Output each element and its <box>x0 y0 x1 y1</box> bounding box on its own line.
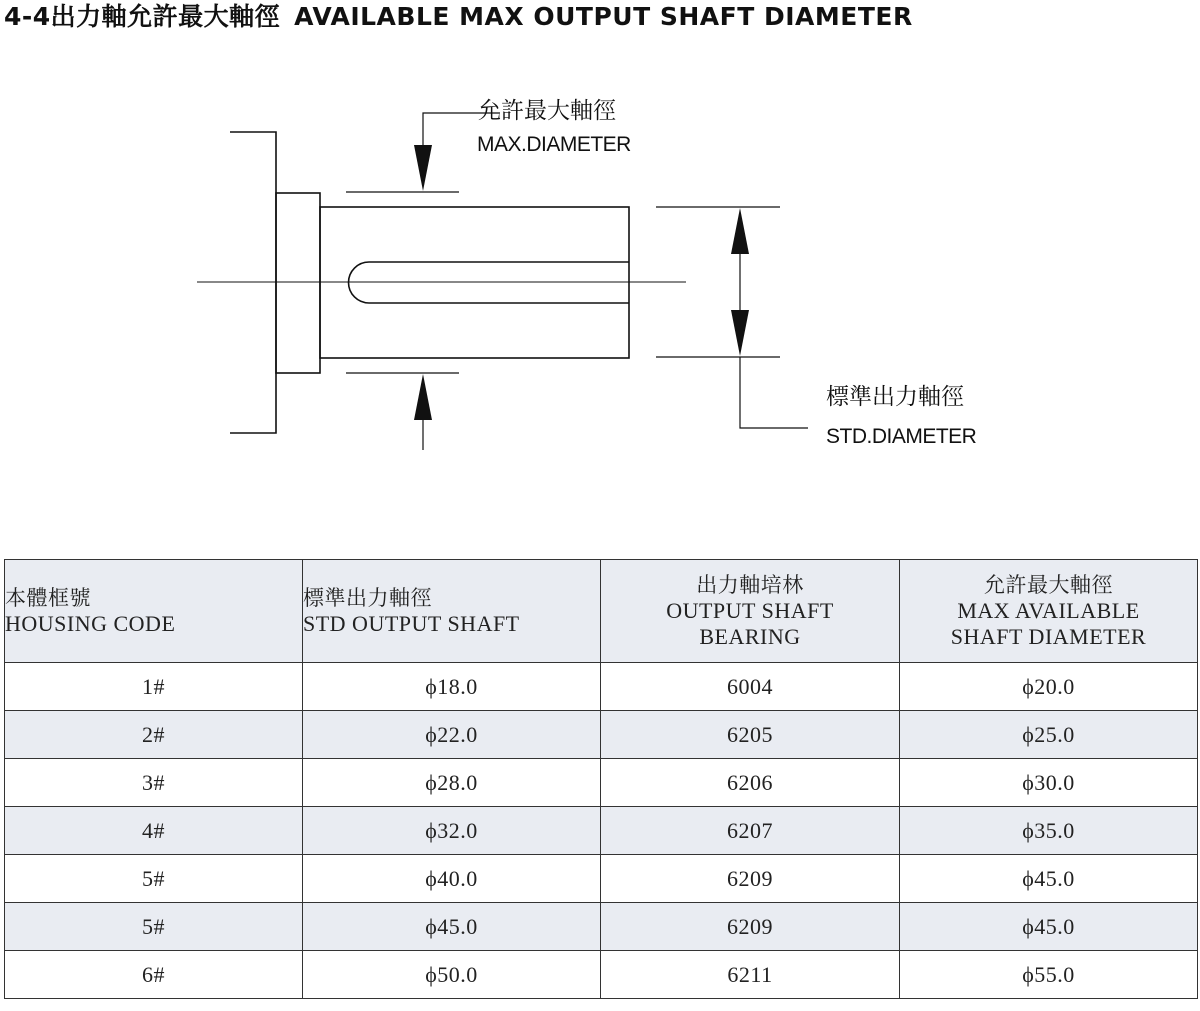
table-row <box>5 951 1198 999</box>
cell-std: ϕ40.0 <box>303 855 601 903</box>
max-label-en: MAX.DIAMETER <box>477 133 631 156</box>
std-arrow-bottom <box>731 310 749 356</box>
cell-housing: 3# <box>5 759 303 807</box>
shaft-diameter-table <box>4 559 1198 999</box>
table-row <box>5 663 1198 711</box>
cell-bearing: 6209 <box>601 903 900 951</box>
cell-housing: 5# <box>5 855 303 903</box>
header-output-shaft-bearing-cn: 出力軸培林 <box>696 573 804 597</box>
cell-housing: 2# <box>5 711 303 759</box>
header-max-available-diameter-cn: 允許最大軸徑 <box>984 573 1113 597</box>
header-output-shaft-bearing-en2: BEARING <box>699 624 801 649</box>
cell-std: ϕ45.0 <box>303 903 601 951</box>
header-output-shaft-bearing <box>601 560 900 663</box>
cell-std: ϕ22.0 <box>303 711 601 759</box>
header-housing-code-cn: 本體框號 <box>5 586 91 610</box>
cell-bearing: 6211 <box>601 951 900 999</box>
shaft-shoulder <box>276 193 320 373</box>
cell-max: ϕ35.0 <box>900 807 1198 855</box>
header-housing-code-en: HOUSING CODE <box>5 611 176 636</box>
max-arrow-top <box>414 145 432 191</box>
page-title-en: AVAILABLE MAX OUTPUT SHAFT DIAMETER <box>294 2 913 31</box>
std-label-cn: 標準出力軸徑 <box>826 384 964 410</box>
cell-max: ϕ45.0 <box>900 855 1198 903</box>
header-max-available-diameter-en2: SHAFT DIAMETER <box>950 624 1147 649</box>
header-output-shaft-bearing-en1: OUTPUT SHAFT <box>666 598 834 623</box>
header-housing-code <box>5 560 303 663</box>
cell-max: ϕ20.0 <box>900 663 1198 711</box>
cell-bearing: 6004 <box>601 663 900 711</box>
cell-std: ϕ50.0 <box>303 951 601 999</box>
std-arrow-top <box>731 208 749 254</box>
header-max-available-diameter <box>900 560 1198 663</box>
table-row <box>5 759 1198 807</box>
max-label-cn: 允許最大軸徑 <box>478 98 616 124</box>
cell-std: ϕ28.0 <box>303 759 601 807</box>
cell-std: ϕ18.0 <box>303 663 601 711</box>
max-arrow-bottom <box>414 374 432 420</box>
cell-max: ϕ45.0 <box>900 903 1198 951</box>
cell-max: ϕ55.0 <box>900 951 1198 999</box>
table-row <box>5 855 1198 903</box>
std-label-en: STD.DIAMETER <box>826 425 977 448</box>
table-row <box>5 903 1198 951</box>
cell-bearing: 6206 <box>601 759 900 807</box>
std-leader <box>740 357 808 428</box>
cell-std: ϕ32.0 <box>303 807 601 855</box>
cell-housing: 6# <box>5 951 303 999</box>
page-title-code: 4-4出力軸允許最大軸徑 <box>4 2 281 31</box>
cell-max: ϕ30.0 <box>900 759 1198 807</box>
cell-bearing: 6209 <box>601 855 900 903</box>
table-row <box>5 807 1198 855</box>
cell-bearing: 6207 <box>601 807 900 855</box>
header-std-output-shaft-en: STD OUTPUT SHAFT <box>303 611 520 636</box>
header-std-output-shaft <box>303 560 601 663</box>
table-row <box>5 711 1198 759</box>
cell-housing: 4# <box>5 807 303 855</box>
header-max-available-diameter-en1: MAX AVAILABLE <box>957 598 1140 623</box>
cell-housing: 5# <box>5 903 303 951</box>
header-std-output-shaft-cn: 標準出力軸徑 <box>303 586 432 610</box>
table-header-row <box>5 560 1198 663</box>
cell-bearing: 6205 <box>601 711 900 759</box>
cell-max: ϕ25.0 <box>900 711 1198 759</box>
cell-housing: 1# <box>5 663 303 711</box>
